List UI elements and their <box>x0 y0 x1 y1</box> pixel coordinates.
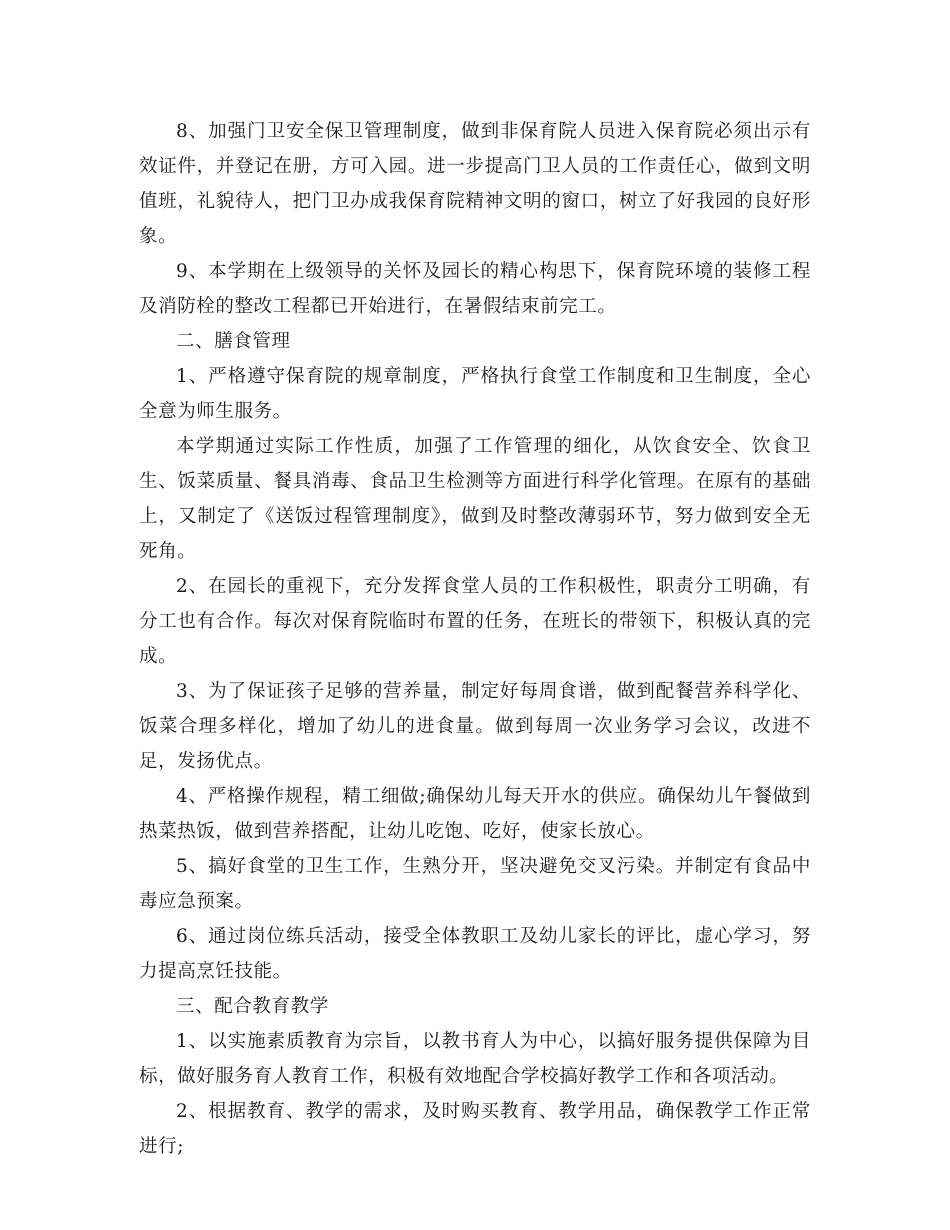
paragraph-teaching-1: 1、以实施素质教育为宗旨，以教书育人为中心，以搞好服务提供保障为目标，做好服务育人教育工作，积极有效地配合学校搞好教学工作和各项活动。 <box>139 1031 811 1087</box>
document-body <box>139 114 811 1164</box>
paragraph-diet-6: 6、通过岗位练兵活动，接受全体教职工及幼儿家长的评比，虚心学习，努力提高烹饪技能。 <box>139 926 811 982</box>
paragraph-diet-3: 3、为了保证孩子足够的营养量，制定好每周食谱，做到配餐营养科学化、饭菜合理多样化，增加了幼儿的进食量。做到每周一次业务学习会议，改进不足，发扬优点。 <box>139 681 811 772</box>
section-heading-teaching-support: 三、配合教育教学 <box>176 996 329 1017</box>
paragraph-teaching-2: 2、根据教育、教学的需求，及时购买教育、教学用品，确保教学工作正常进行; <box>139 1101 811 1157</box>
paragraph-item-8: 8、加强门卫安全保卫管理制度，做到非保育院人员进入保育院必须出示有效证件，并登记在册，方可入园。进一步提高门卫人员的工作责任心，做到文明值班，礼貌待人，把门卫办成我保育院精神文明的窗口，树立了好我园的良好形象。 <box>139 121 811 247</box>
paragraph-diet-2: 2、在园长的重视下，充分发挥食堂人员的工作积极性，职责分工明确，有分工也有合作。每次对保育院临时布置的任务，在班长的带领下，积极认真的完成。 <box>139 576 811 667</box>
paragraph-diet-semester: 本学期通过实际工作性质，加强了工作管理的细化，从饮食安全、饮食卫生、饭菜质量、餐具消毒、食品卫生检测等方面进行科学化管理。在原有的基础上，又制定了《送饭过程管理制度》，做到及时整改薄弱环节，努力做到安全无死角。 <box>139 436 811 562</box>
paragraph-diet-1: 1、严格遵守保育院的规章制度，严格执行食堂工作制度和卫生制度，全心全意为师生服务。 <box>139 366 811 422</box>
paragraph-diet-5: 5、搞好食堂的卫生工作，生熟分开，坚决避免交叉污染。并制定有食品中毒应急预案。 <box>139 856 811 912</box>
paragraph-diet-4: 4、严格操作规程，精工细做;确保幼儿每天开水的供应。确保幼儿午餐做到热菜热饭，做到营养搭配，让幼儿吃饱、吃好，使家长放心。 <box>139 786 811 842</box>
section-heading-diet-management: 二、膳食管理 <box>176 331 291 352</box>
paragraph-item-9: 9、本学期在上级领导的关怀及园长的精心构思下，保育院环境的装修工程及消防栓的整改工程都已开始进行，在暑假结束前完工。 <box>139 261 811 317</box>
